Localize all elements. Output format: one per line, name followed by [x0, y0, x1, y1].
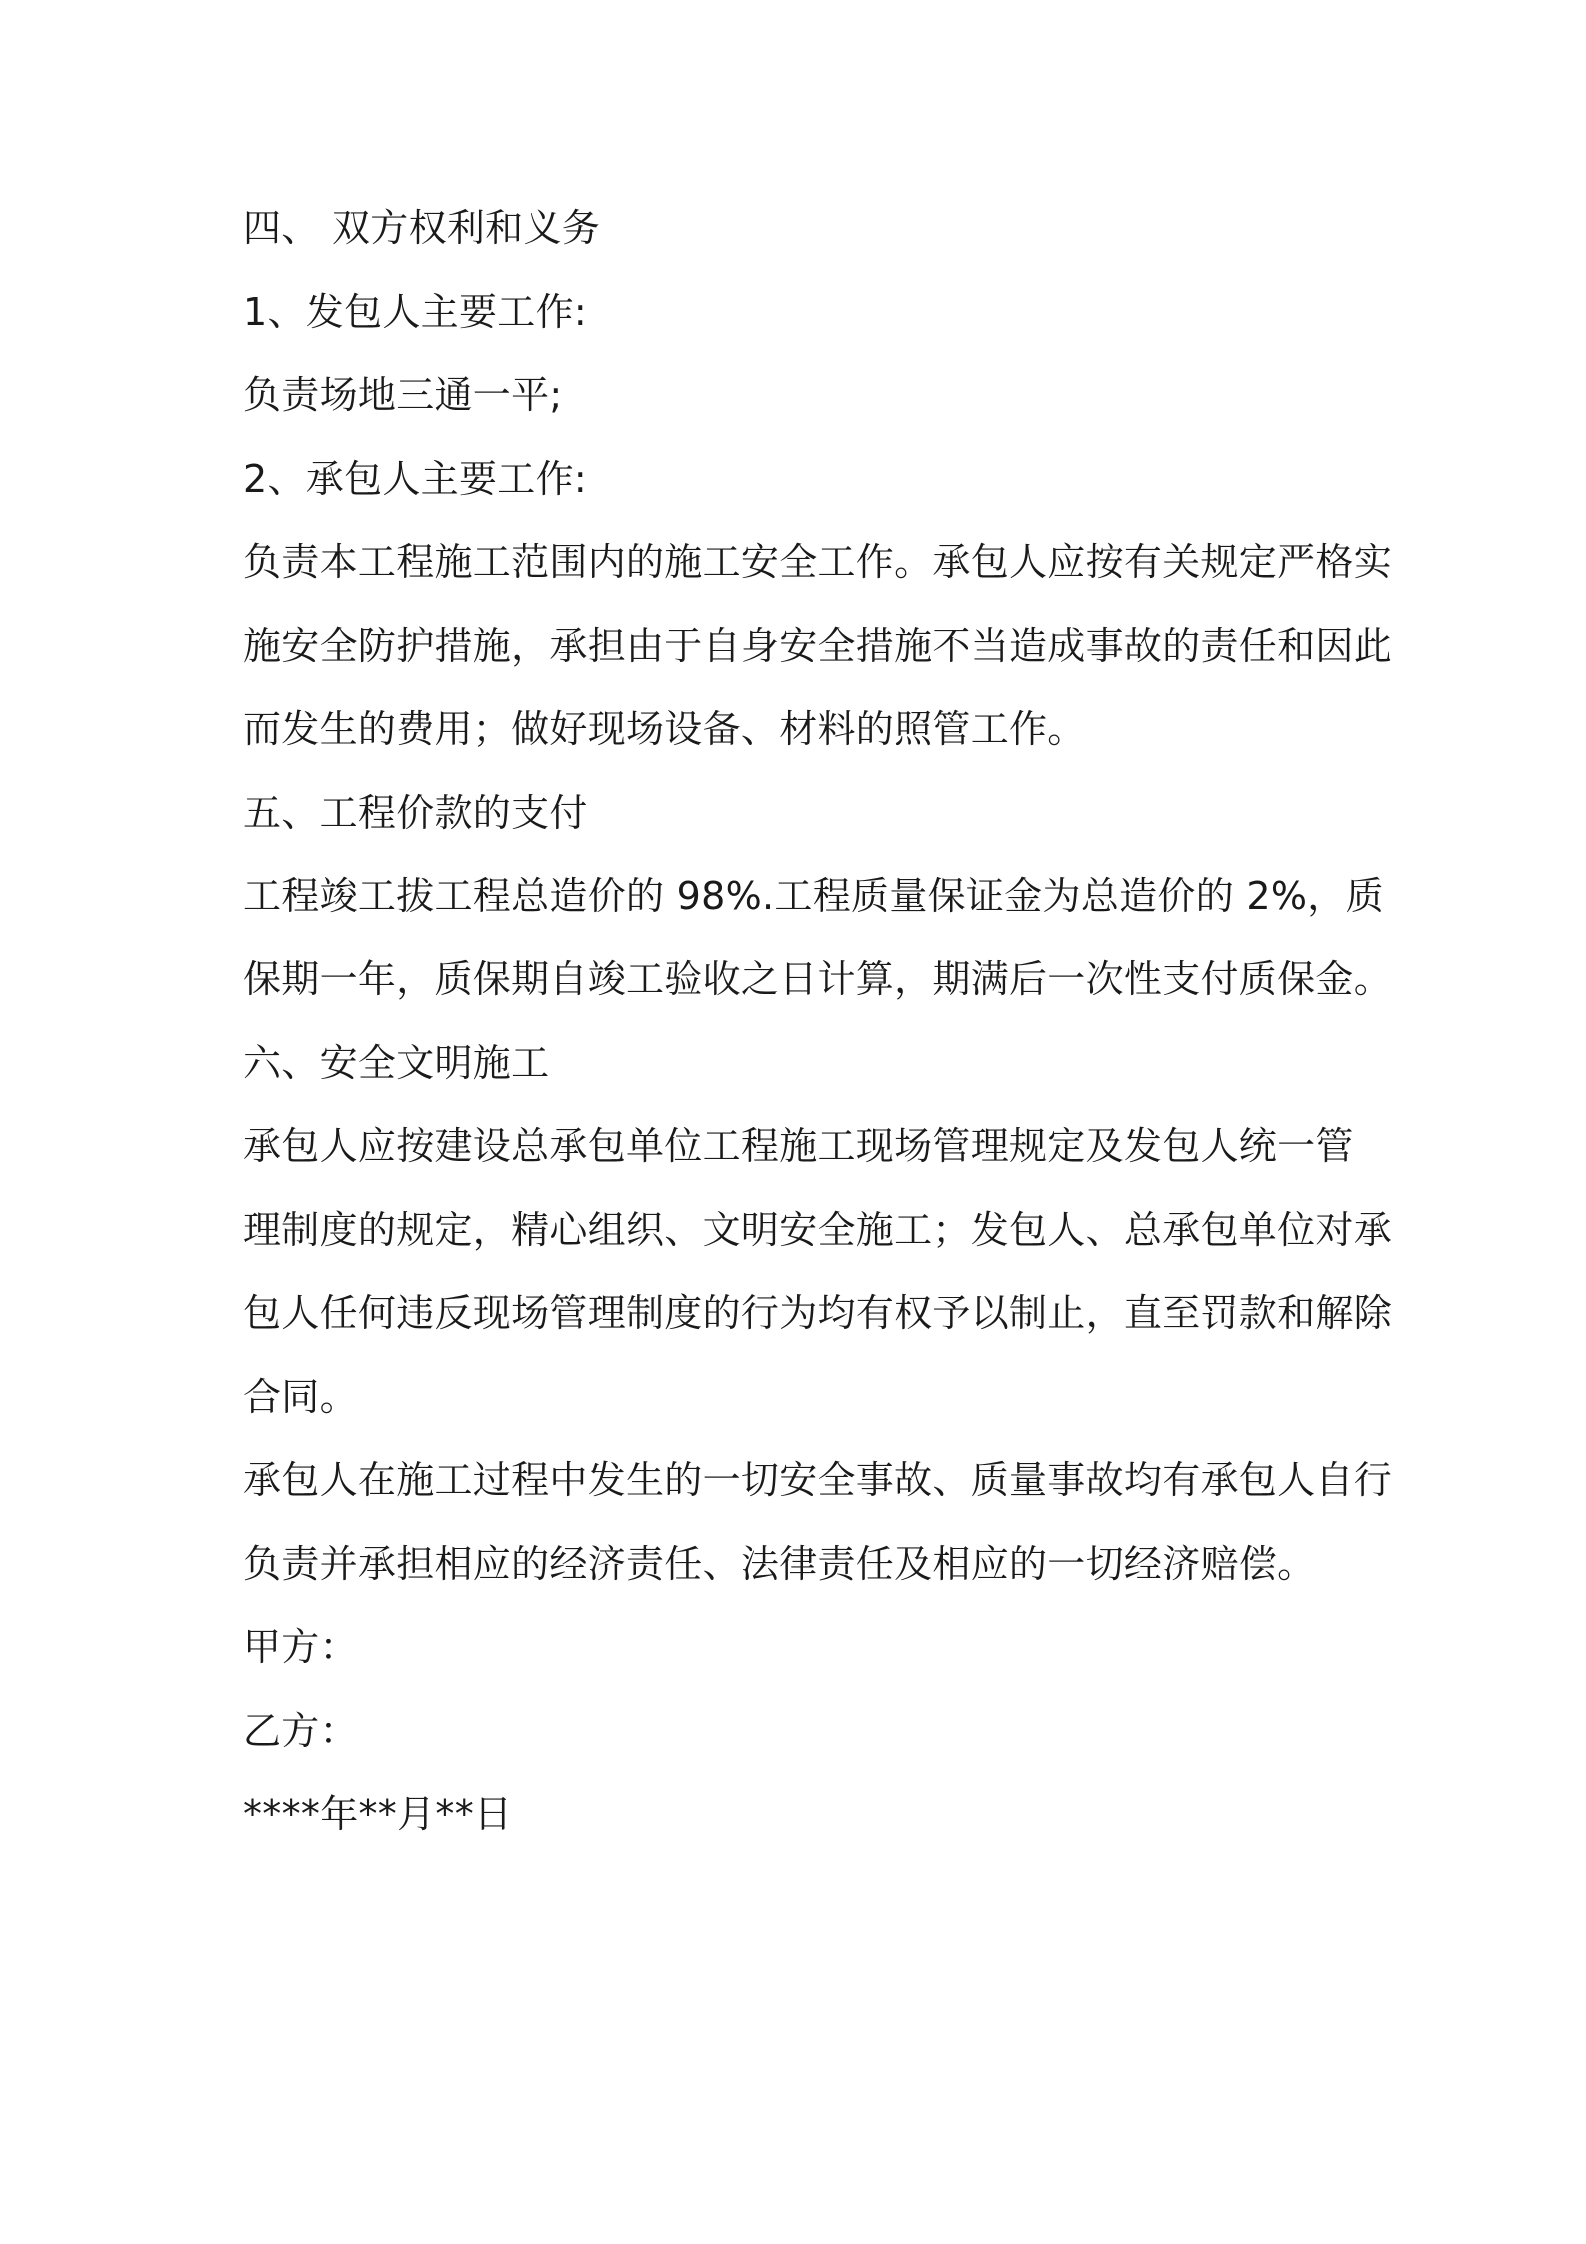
- section-heading-payment: 五、工程价款的支付: [243, 791, 588, 835]
- signature-party-b: 乙方：: [243, 1709, 358, 1753]
- section-heading-rights-obligations: 四、 双方权利和义务: [243, 206, 601, 250]
- paragraph-line: 工程竣工拔工程总造价的 98%.工程质量保证金为总造价的 2%，质: [243, 874, 1384, 918]
- paragraph-line: 理制度的规定，精心组织、文明安全施工；发包人、总承包单位对承: [243, 1208, 1393, 1252]
- paragraph-line: 负责场地三通一平;: [243, 373, 563, 417]
- subheading-contractor-work: 2、承包人主要工作:: [243, 457, 587, 501]
- paragraph-line: 负责并承担相应的经济责任、法律责任及相应的一切经济赔偿。: [243, 1542, 1316, 1586]
- subheading-employer-work: 1、发包人主要工作:: [243, 290, 587, 334]
- signature-party-a: 甲方：: [243, 1625, 358, 1669]
- paragraph-line: 合同。: [243, 1375, 358, 1419]
- paragraph-line: 包人任何违反现场管理制度的行为均有权予以制止，直至罚款和解除: [243, 1291, 1393, 1335]
- section-heading-safety: 六、安全文明施工: [243, 1041, 550, 1085]
- paragraph-line: 施安全防护措施，承担由于自身安全措施不当造成事故的责任和因此: [243, 624, 1393, 668]
- paragraph-line: 保期一年，质保期自竣工验收之日计算，期满后一次性支付质保金。: [243, 957, 1393, 1001]
- paragraph-line: 承包人在施工过程中发生的一切安全事故、质量事故均有承包人自行: [243, 1458, 1393, 1502]
- paragraph-line: 而发生的费用；做好现场设备、材料的照管工作。: [243, 707, 1086, 751]
- paragraph-line: 负责本工程施工范围内的施工安全工作。承包人应按有关规定严格实: [243, 540, 1393, 584]
- date-line: ****年**月**日: [243, 1792, 513, 1836]
- paragraph-line: 承包人应按建设总承包单位工程施工现场管理规定及发包人统一管: [243, 1124, 1354, 1168]
